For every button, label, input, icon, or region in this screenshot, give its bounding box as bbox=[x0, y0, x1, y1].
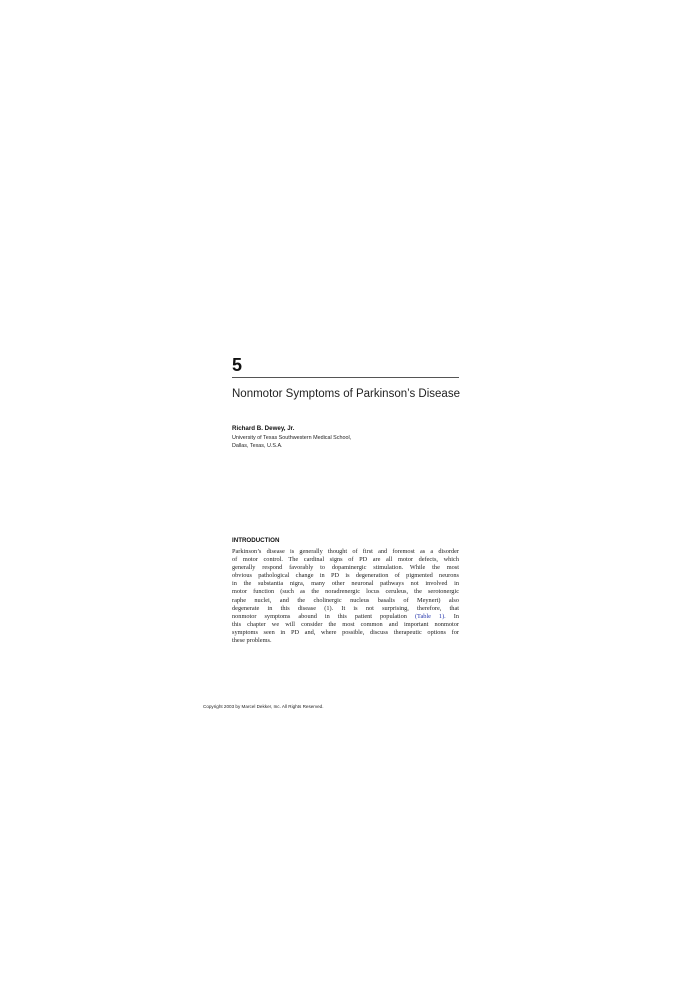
author-name: Richard B. Dewey, Jr. bbox=[232, 425, 295, 432]
paragraph-line-text: nonmotor symptoms abound in this patient population bbox=[232, 612, 407, 620]
affiliation-line: Dallas, Texas, U.S.A. bbox=[232, 443, 283, 449]
affiliation-line: University of Texas Southwestern Medical School, bbox=[232, 435, 352, 441]
paragraph-line: obvious pathological change in PD is degeneration of pigmented neurons bbox=[232, 572, 459, 580]
paragraph-line: Parkinson’s disease is generally thought of first and foremost as a disorder bbox=[232, 548, 459, 555]
section-heading-introduction: INTRODUCTION bbox=[232, 537, 280, 544]
paragraph-line-text: In bbox=[453, 612, 459, 620]
paragraph-line: these problems. bbox=[232, 637, 272, 645]
chapter-number: 5 bbox=[232, 355, 243, 375]
paragraph-line: raphe nuclei, and the cholinergic nucleus basalis of Meynert) also bbox=[232, 596, 459, 604]
table-1-link[interactable]: (Table 1). bbox=[414, 612, 446, 620]
paragraph-line-with-link bbox=[232, 613, 459, 621]
paragraph-line: symptoms seen in PD and, where possible, discuss therapeutic options for bbox=[232, 628, 459, 636]
paragraph-line: motor function (such as the noradrenergic locus ceruleus, the serotonergic bbox=[232, 588, 459, 596]
paragraph-line: degenerate in this disease (1). It is not surprising, therefore, that bbox=[232, 604, 459, 612]
paragraph-line: this chapter we will consider the most common and important nonmotor bbox=[232, 620, 459, 628]
paragraph-line: generally respond favorably to dopaminergic stimulation. While the most bbox=[232, 564, 459, 572]
author-affiliation bbox=[232, 434, 351, 450]
chapter-title: Nonmotor Symptoms of Parkinson’s Disease bbox=[232, 388, 460, 400]
introduction-paragraph bbox=[232, 548, 459, 645]
copyright-notice: Copyright 2003 by Marcel Dekker, Inc. All Rights Reserved. bbox=[203, 704, 324, 709]
chapter-divider bbox=[232, 377, 459, 378]
paragraph-line: in the substantia nigra, many other neuronal pathways not involved in bbox=[232, 580, 459, 588]
paragraph-line: of motor control. The cardinal signs of PD are all motor defects, which bbox=[232, 556, 459, 564]
